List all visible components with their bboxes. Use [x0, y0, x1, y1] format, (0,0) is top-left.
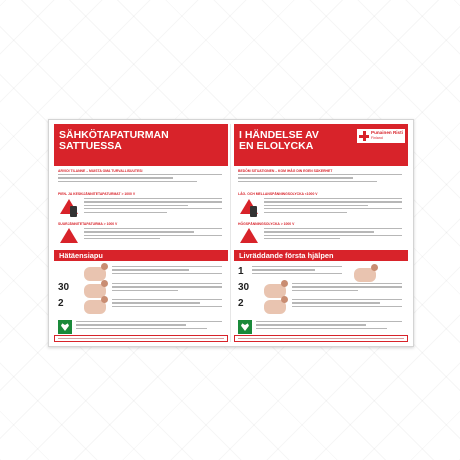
finnish-assess-text: [58, 174, 222, 184]
finnish-title: SÄHKÖTAPATURMAN SATTUESSA: [59, 129, 169, 152]
logo-subtitle: Finland: [371, 136, 383, 140]
finnish-high-voltage-heading: SUURJÄNNITETAPATURMA > 1000 V: [58, 222, 118, 226]
safety-poster: [48, 119, 414, 347]
defibrillator-icon: [238, 320, 252, 334]
finnish-footer-box: [54, 335, 228, 342]
swedish-cpr-text: [292, 283, 402, 293]
high-voltage-icon: [238, 226, 260, 248]
swedish-high-voltage-heading: HÖGSPÄNNINGSOLYCKA > 1000 V: [238, 222, 295, 226]
logo-name: Punainen Risti: [371, 130, 403, 135]
step-compressions: 30: [58, 282, 70, 293]
high-voltage-icon: [58, 226, 80, 248]
finnish-aed-text: [76, 321, 222, 331]
step-breaths: 2: [238, 298, 244, 309]
finnish-first-aid-text: [112, 266, 222, 276]
finnish-breaths-text: [112, 299, 222, 309]
recovery-figure: [354, 268, 376, 282]
finnish-header: [54, 124, 228, 166]
finnish-high-voltage-text: [84, 228, 222, 242]
breathing-figure: [264, 300, 286, 314]
finnish-first-aid-band: Hätäensiapu: [54, 250, 228, 261]
phone-icon: [70, 206, 77, 217]
swedish-low-voltage-heading: LÅG- OCH MELLANSPÄNNINGSOLYCKA <1000 V: [238, 192, 318, 196]
finnish-column: [54, 124, 228, 342]
finnish-low-voltage-heading: PIEN- JA KESKIJÄNNITETAPATURMAT > 1000 V: [58, 192, 136, 196]
swedish-high-voltage-text: [264, 228, 402, 242]
step-compressions: 30: [238, 282, 250, 293]
swedish-first-aid-band: Livräddande första hjälpen: [234, 250, 408, 261]
warning-icon: [58, 197, 80, 219]
breathing-figure: [84, 300, 106, 314]
step-call: 1: [238, 266, 244, 277]
swedish-header: [234, 124, 408, 166]
recovery-figure: [84, 267, 106, 281]
swedish-low-voltage-text: [264, 198, 402, 215]
column-divider: [230, 124, 231, 342]
finnish-assess-heading: ARVIOI TILANNE – MUISTA OMA TURVALLISUUTESI: [58, 169, 143, 173]
defibrillator-icon: [58, 320, 72, 334]
swedish-assess-text: [238, 174, 402, 184]
red-cross-logo: [357, 129, 405, 143]
swedish-breaths-text: [292, 299, 402, 309]
warning-icon: [238, 197, 260, 219]
phone-icon: [250, 206, 257, 217]
swedish-column: [234, 124, 408, 342]
swedish-assess-heading: BEDÖM SITUATIONEN – KOM IHÅG DIN EGEN SÄKERHET: [238, 169, 333, 173]
red-cross-icon: [359, 131, 369, 141]
finnish-cpr-text: [112, 283, 222, 293]
swedish-footer-box: [234, 335, 408, 342]
finnish-low-voltage-text: [84, 198, 222, 215]
swedish-aed-text: [256, 321, 402, 331]
swedish-first-aid-text: [252, 266, 342, 276]
swedish-title: I HÄNDELSE AV EN ELOLYCKA: [239, 129, 319, 152]
step-breaths: 2: [58, 298, 64, 309]
